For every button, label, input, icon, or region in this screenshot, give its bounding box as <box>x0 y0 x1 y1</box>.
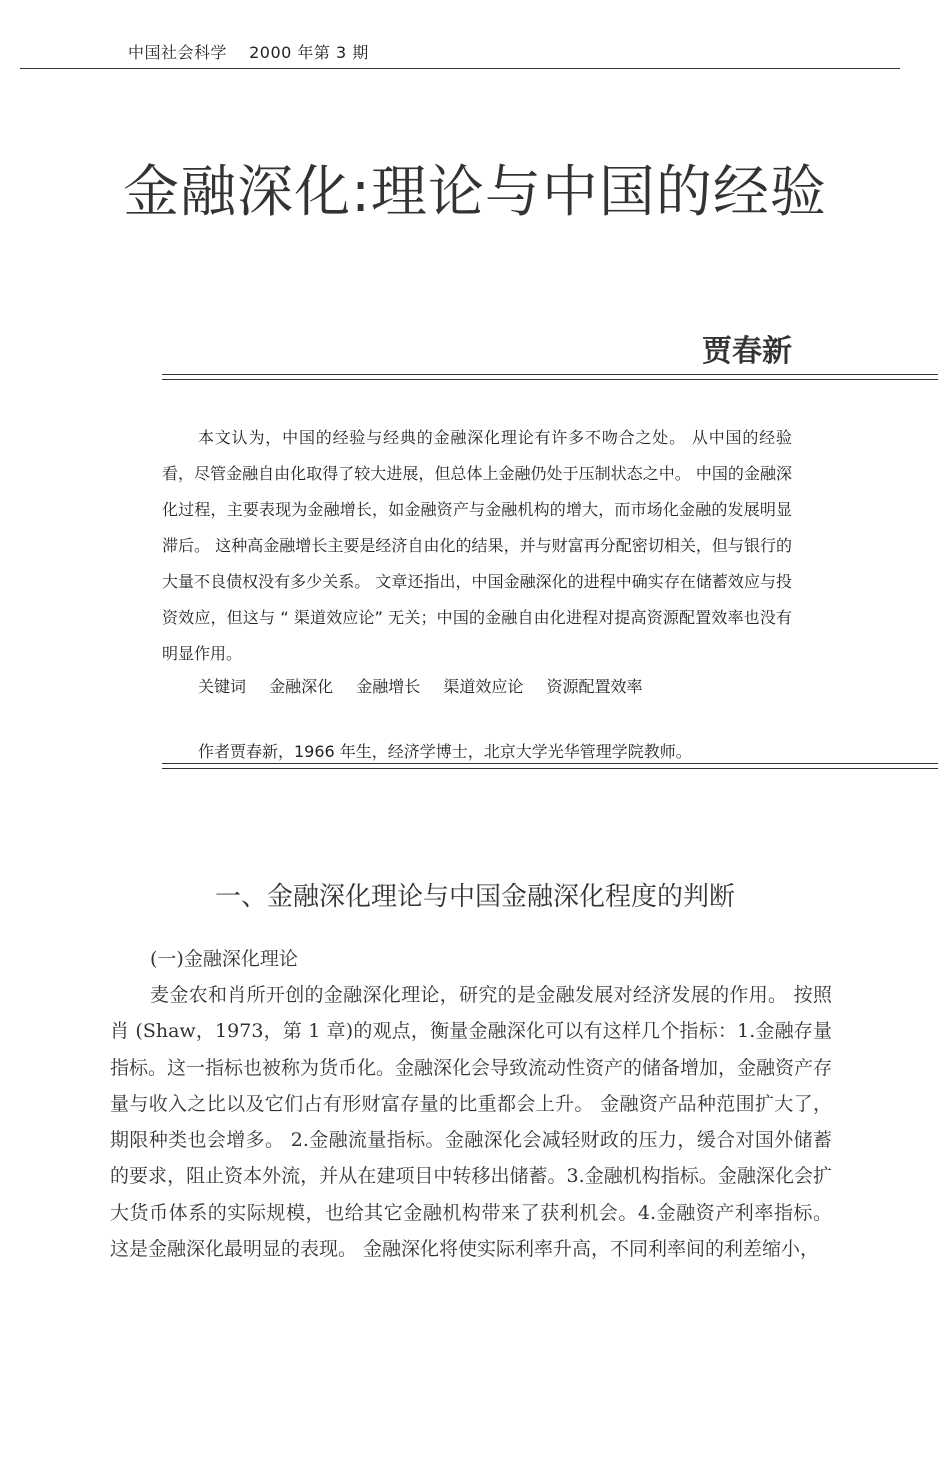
running-header: 中国社会科学 2000 年第 3 期 <box>128 43 369 62</box>
keyword: 资源配置效率 <box>546 677 643 696</box>
keyword: 金融增长 <box>356 677 421 696</box>
subsection-heading: (一)金融深化理论 <box>150 948 298 970</box>
keywords <box>198 669 660 705</box>
header-rule <box>20 68 900 69</box>
author-note: 作者贾春新，1966 年生，经济学博士，北京大学光华管理学院教师。 <box>198 742 692 761</box>
body-paragraph: 麦金农和肖所开创的金融深化理论，研究的是金融发展对经济发展的作用。 按照肖 (Shaw，1973，第 1 章)的观点，衡量金融深化可以有这样几个指标：1.金融存量指标。这一指标也被称为货币化。金融深化会导致流动性资产的储备增加，金融资产存量与收入之比以及它们占有形财富存量的比重都会上升。 金融资产品种范围扩大了，期限种类也会增多。 2.金融流量指标。金融深化会减轻财政的压力，缓合对国外储蓄的要求，阻止资本外流，并从在建项目中转移出储蓄。3.金融机构指标。金融深化会扩大货币体系的实际规模，也给其它金融机构带来了获利机会。4.金融资产利率指标。 这是金融深化最明显的表现。 金融深化将使实际利率升高，不同利率间的利差缩小， <box>110 984 833 1261</box>
abstract-bottom-rule <box>162 763 938 769</box>
abstract <box>162 420 792 672</box>
keywords-label: 关键词 <box>198 677 247 696</box>
abstract-text: 本文认为，中国的经验与经典的金融深化理论有许多不吻合之处。 从中国的经验看，尽管金融自由化取得了较大进展，但总体上金融仍处于压制状态之中。 中国的金融深化过程，主要表现为金融增长，如金融资产与金融机构的增大，而市场化金融的发展明显滞后。 这种高金融增长主要是经济自由化的结果，并与财富再分配密切相关，但与银行的大量不良债权没有多少关系。 文章还指出，中国金融深化的进程中确实存在储蓄效应与投资效应，但这与 “ 渠道效应论” 无关；中国的金融自由化进程对提高资源配置效率也没有明显作用。 <box>162 428 792 663</box>
keyword: 渠道效应论 <box>443 677 524 696</box>
keyword: 金融深化 <box>269 677 334 696</box>
section-heading: 一、金融深化理论与中国金融深化程度的判断 <box>214 882 735 912</box>
author-name: 贾春新 <box>702 334 792 369</box>
paper-title: 金融深化:理论与中国的经验 <box>123 160 827 225</box>
body-text <box>110 977 832 1267</box>
abstract-top-rule <box>162 374 938 380</box>
